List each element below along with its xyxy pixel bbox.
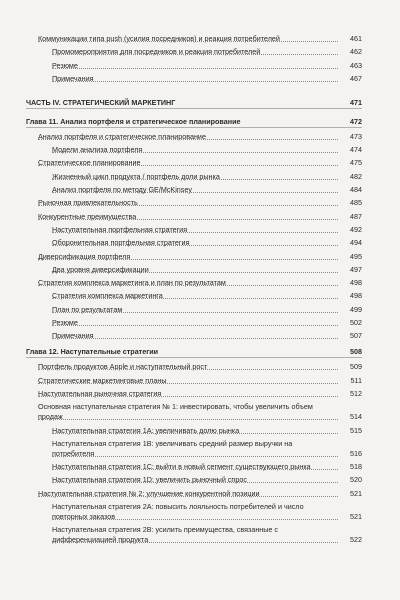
toc-entry bbox=[26, 158, 362, 168]
toc-chapter-heading bbox=[26, 117, 362, 128]
toc-entry-title: Модели анализа портфеля bbox=[52, 145, 143, 155]
toc-entry-title: Стратегия комплекса маркетинга и план по результатам bbox=[38, 278, 226, 288]
toc-entry-page-number: 487 bbox=[340, 212, 362, 222]
toc-entry-page-number: 499 bbox=[340, 305, 362, 315]
dot-leader bbox=[38, 139, 338, 140]
dot-leader bbox=[52, 179, 338, 180]
toc-entry bbox=[26, 362, 362, 372]
toc-entry-page-number: 498 bbox=[340, 291, 362, 301]
toc-part-heading bbox=[26, 98, 362, 109]
dot-leader bbox=[38, 165, 338, 166]
toc-entry-page-number: 463 bbox=[340, 61, 362, 71]
toc-entry bbox=[26, 212, 362, 222]
dot-leader bbox=[38, 369, 338, 370]
toc-entry-title: Анализ портфеля и стратегическое планирование bbox=[38, 131, 206, 141]
toc-entry-title: Оборонительная портфельная стратегия bbox=[52, 238, 190, 248]
toc-entry-page-number: 521 bbox=[340, 512, 362, 522]
toc-entry-page-number: 495 bbox=[340, 252, 362, 262]
toc-entry bbox=[26, 238, 362, 248]
toc-entry bbox=[26, 47, 362, 57]
toc-entry bbox=[26, 278, 362, 288]
toc-entry bbox=[26, 331, 362, 341]
toc-entry bbox=[26, 426, 362, 436]
dot-leader bbox=[38, 219, 338, 220]
toc-entry-page-number: 472 bbox=[340, 117, 362, 127]
dot-leader bbox=[38, 259, 338, 260]
toc-entry-page-number: 507 bbox=[340, 331, 362, 341]
toc-entry-title: Анализ портфеля по методу GE/McKinsey bbox=[52, 185, 192, 195]
dot-leader bbox=[52, 456, 338, 457]
toc-entry-title: Стратегическое планирование bbox=[38, 158, 141, 168]
toc-entry bbox=[26, 489, 362, 499]
toc-entry-title: Конкурентные преимущества bbox=[38, 211, 137, 221]
toc-entry-title: Наступательная стратегия 2В: усилить преимущества, связанные с дифференциацией продукта bbox=[52, 525, 279, 545]
toc-entry-page-number: 462 bbox=[340, 47, 362, 57]
toc-entry bbox=[26, 475, 362, 485]
dot-leader bbox=[52, 433, 338, 434]
toc-entry-title: ЧАСТЬ IV. СТРАТЕГИЧЕСКИЙ МАРКЕТИНГ bbox=[26, 97, 176, 107]
dot-leader bbox=[52, 298, 338, 299]
toc-entry bbox=[26, 74, 362, 84]
toc-entry bbox=[26, 439, 362, 459]
toc-entry-page-number: 520 bbox=[340, 475, 362, 485]
toc-entry-title: Рыночная привлекательность bbox=[38, 198, 138, 208]
toc-entry-title: Наступательная стратегия 1С: выйти в новый сегмент существующего рынка bbox=[52, 462, 311, 472]
toc-entry bbox=[26, 185, 362, 195]
toc-entry-page-number: 509 bbox=[340, 362, 362, 372]
toc-entry bbox=[26, 376, 362, 386]
toc-entry bbox=[26, 265, 362, 275]
toc-entry bbox=[26, 389, 362, 399]
dot-leader bbox=[38, 383, 338, 384]
dot-leader bbox=[52, 272, 338, 273]
dot-leader bbox=[38, 205, 338, 206]
toc-entry bbox=[26, 145, 362, 155]
toc-entry-title: Наступательная стратегия № 2: улучшение конкурентной позиции bbox=[38, 488, 260, 498]
toc-entry bbox=[26, 525, 362, 545]
toc-entry-page-number: 522 bbox=[340, 535, 362, 545]
dot-leader bbox=[52, 312, 338, 313]
dot-leader bbox=[38, 496, 338, 497]
toc-entry-title: Глава 11. Анализ портфеля и стратегическое планирование bbox=[26, 116, 241, 126]
toc-entry-page-number: 521 bbox=[340, 489, 362, 499]
toc-entry-title: Стратегические маркетинговые планы bbox=[38, 375, 167, 385]
toc-entry bbox=[26, 132, 362, 142]
dot-leader bbox=[52, 192, 338, 193]
toc-entry bbox=[26, 198, 362, 208]
toc-entry-title: Резюме bbox=[52, 318, 78, 328]
toc-entry-title: Наступательная стратегия 1А: увеличивать долю рынка bbox=[52, 425, 240, 435]
toc-entry-page-number: 511 bbox=[340, 376, 362, 386]
toc-entry-title: Наступательная стратегия 1D: увеличить рыночный спрос bbox=[52, 475, 247, 485]
toc-entry bbox=[26, 318, 362, 328]
toc-entry-title: Жизненный цикл продукта / портфель доли рынка bbox=[52, 171, 220, 181]
dot-leader bbox=[52, 68, 338, 69]
table-of-contents bbox=[26, 34, 362, 545]
toc-entry-title: Коммуникации типа push (усилия посредников) и реакция потребителей bbox=[38, 34, 280, 43]
dot-leader bbox=[52, 81, 338, 82]
toc-entry-title: План по результатам bbox=[52, 304, 123, 314]
dot-leader bbox=[52, 54, 338, 55]
dot-leader bbox=[38, 419, 338, 420]
toc-entry bbox=[26, 402, 362, 422]
dot-leader bbox=[52, 232, 338, 233]
dot-leader bbox=[52, 519, 338, 520]
toc-entry-page-number: 515 bbox=[340, 426, 362, 436]
toc-entry-page-number: 461 bbox=[340, 34, 362, 44]
toc-entry-title: Основная наступательная стратегия № 1: инвестировать, чтобы увеличить объем продаж bbox=[38, 402, 313, 422]
toc-entry-title: Наступательная портфельная стратегия bbox=[52, 224, 188, 234]
toc-entry-page-number: 492 bbox=[340, 225, 362, 235]
toc-entry-title: Глава 12. Наступательные стратегии bbox=[26, 347, 159, 357]
toc-entry bbox=[26, 502, 362, 522]
toc-entry-page-number: 508 bbox=[340, 347, 362, 357]
toc-entry bbox=[26, 225, 362, 235]
dot-leader bbox=[52, 245, 338, 246]
toc-entry-page-number: 474 bbox=[340, 145, 362, 155]
toc-entry-page-number: 498 bbox=[340, 278, 362, 288]
toc-entry-page-number: 497 bbox=[340, 265, 362, 275]
toc-entry-page-number: 467 bbox=[340, 74, 362, 84]
toc-entry-title: Два уровня диверсификации bbox=[52, 264, 149, 274]
dot-leader bbox=[38, 396, 338, 397]
dot-leader bbox=[38, 285, 338, 286]
toc-entry-page-number: 512 bbox=[340, 389, 362, 399]
toc-entry-page-number: 514 bbox=[340, 412, 362, 422]
dot-leader bbox=[52, 482, 338, 483]
toc-entry-title: Диверсификация портфеля bbox=[38, 251, 131, 261]
toc-entry-title: Резюме bbox=[52, 60, 78, 70]
toc-entry bbox=[26, 305, 362, 315]
toc-entry-page-number: 482 bbox=[340, 172, 362, 182]
dot-leader bbox=[38, 41, 338, 42]
dot-leader bbox=[52, 152, 338, 153]
toc-entry-title: Наступательная рыночная стратегия bbox=[38, 388, 162, 398]
toc-entry-page-number: 484 bbox=[340, 185, 362, 195]
dot-leader bbox=[52, 338, 338, 339]
toc-chapter-heading bbox=[26, 347, 362, 358]
toc-entry bbox=[26, 61, 362, 71]
toc-entry bbox=[26, 291, 362, 301]
toc-entry-page-number: 516 bbox=[340, 449, 362, 459]
toc-entry-page-number: 471 bbox=[340, 98, 362, 108]
toc-entry-page-number: 485 bbox=[340, 198, 362, 208]
toc-entry-title: Примечания bbox=[52, 331, 94, 341]
toc-entry bbox=[26, 462, 362, 472]
toc-entry-title: Наступательная стратегия 2А: повысить лояльность потребителей и число повторных заказов bbox=[52, 502, 304, 522]
toc-entry-page-number: 502 bbox=[340, 318, 362, 328]
toc-entry-title: Наступательная стратегия 1В: увеличивать средний размер выручки на потребителя bbox=[52, 438, 293, 458]
dot-leader bbox=[52, 469, 338, 470]
toc-entry-title: Примечания bbox=[52, 73, 94, 83]
toc-entry-page-number: 518 bbox=[340, 462, 362, 472]
dot-leader bbox=[52, 542, 338, 543]
toc-entry-page-number: 475 bbox=[340, 158, 362, 168]
toc-entry bbox=[26, 172, 362, 182]
toc-entry-title: Портфель продуктов Apple и наступательный рост bbox=[38, 362, 208, 372]
toc-entry-page-number: 473 bbox=[340, 132, 362, 142]
dot-leader bbox=[52, 325, 338, 326]
toc-entry-title: Стратегия комплекса маркетинга bbox=[52, 291, 163, 301]
toc-entry bbox=[26, 252, 362, 262]
toc-entry-title: Промомероприятия для посредников и реакция потребителей bbox=[52, 47, 261, 57]
toc-entry bbox=[26, 34, 362, 44]
toc-entry-page-number: 494 bbox=[340, 238, 362, 248]
